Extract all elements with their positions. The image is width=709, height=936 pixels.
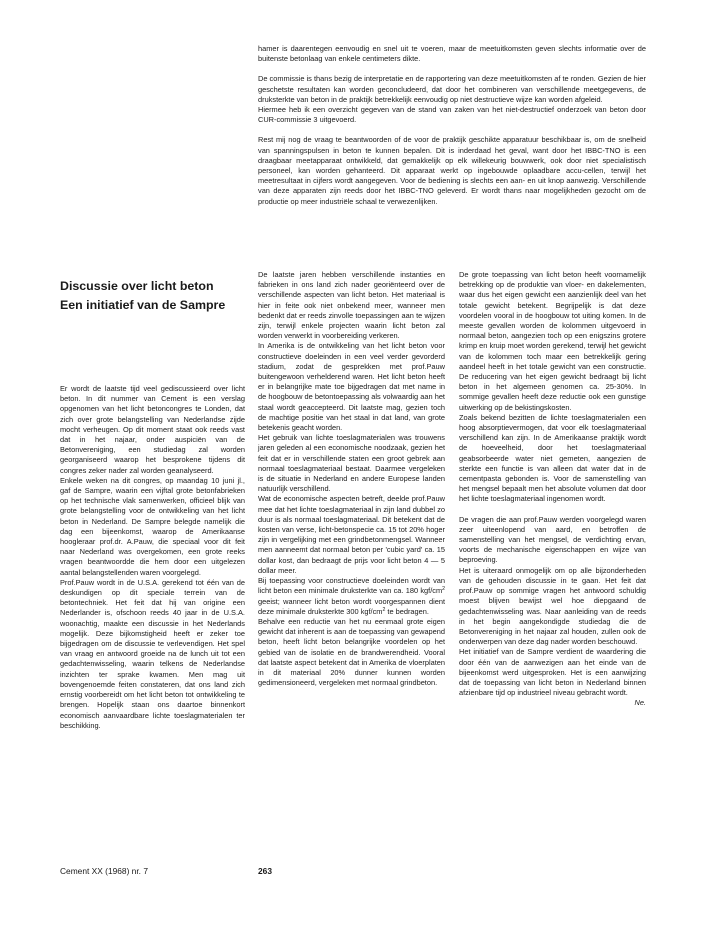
article-column-2 [258, 270, 445, 688]
top-continuation [258, 44, 646, 207]
top-paragraph-1: hamer is daarentegen eenvoudig en snel uit te voeren, maar de meetuitkomsten geven slechts informatie over de buitenste betonlaag van enkele centimeters dikte. [258, 44, 646, 64]
superscript-2: 2 [382, 606, 386, 613]
col2-paragraph-3: Het gebruik van lichte toeslagmaterialen was trouwens jaren geleden al een economische noodzaak, gezien het feit dat er in verschillende staten een groot gebrek aan normaal toeslagmateriaal bestaat. Daarmee vergeleken is de situatie in Nederland en andere Europese landen natuurlijk verschillend. [258, 433, 445, 494]
col3-paragraph-1: De grote toepassing van licht beton heeft voornamelijk betrekking op de produktie van vloer- en dakelementen, waar dus het eigen gewicht een aanzienlijk deel van het totale gewicht betekent. Begrijpelijk is dat deze voordelen vooral in de hoogbouw tot uiting komen. In de meeste gevallen worden de kolommen uitgevoerd in normaal beton, aangezien toch op een enigszins grotere krimp en kruip moet worden gerekend, terwijl het gewicht van de kolommen toch maar een betrekkelijk gering aandeel heeft in het totale gewicht van een constructie. De reducering van het eigen gewicht bedraagt bij licht beton in het algemeen genomen ca. 25-30%. In sommige gevallen heeft deze reductie ook een gunstige uitwerking op de bekistingskosten. [459, 270, 646, 412]
article-column-3 [459, 270, 646, 709]
article-title: Discussie over licht beton [60, 279, 214, 293]
journal-reference: Cement XX (1968) nr. 7 [60, 866, 148, 876]
col2-p5-part-a: Bij toepassing voor constructieve doeleinden wordt van licht beton een minimale druksterkte van ca. 180 kgf/cm [258, 576, 445, 596]
article-intro-column [60, 384, 245, 731]
col3-paragraph-5: Het initiatief van de Sampre verdient de waardering die door één van de aanwezigen aan het einde van de bijeenkomst werd uitgesproken. Het is een aanwijzing dat de toepassing van licht beton in Nederland binnen afzienbare tijd op industrieel niveau gebracht wordt. [459, 647, 646, 698]
intro-paragraph-1: Er wordt de laatste tijd veel gediscussieerd over licht beton. In dit nummer van Cement is een verslag opgenomen van het licht betoncongres te Londen, dat zich over grote belangstelling van Nederlandse zijde mocht verheugen. Op dit moment staat ook reeds vast dat in het najaar, onder auspiciën van de Betonvereniging, een studiedag zal worden georganiseerd waarop het besprokene tijdens dit congres zeker nader zal worden geanalyseerd. [60, 384, 245, 475]
top-paragraph-3: Hiermee heb ik een overzicht gegeven van de stand van zaken van het niet-destructief onderzoek van beton door CUR-commissie 3 uitgevoerd. [258, 105, 646, 125]
intro-paragraph-3: Prof.Pauw wordt in de U.S.A. gerekend tot één van de deskundigen op dit speciale terrein van de betontechniek. Het feit dat hij van origine een Nederlander is, ofschoon reeds 40 jaar in de U.S.A. woonachtig, maakte een discussie in het Nederlands mogelijk. Deze bijkomstigheid heeft er zeker toe bijgedragen om de discussie te verlevendigen. Het spel van vraag en antwoord groeide na de lunch uit tot een gedachtenwisseling, waarin telkens de Nederlandse inzichten ter sprake kwamen. Men mag uit bovengenoemde feiten constateren, dat ons land zich ernstig voorbereidt om het licht beton tot ontwikkeling te brengen. Hopelijk staan ons daartoe binnenkort economisch aanvaardbare lichte toeslagmaterialen ter beschikking. [60, 577, 245, 730]
col2-paragraph-2: In Amerika is de ontwikkeling van het licht beton voor constructieve doeleinden in een veel verder gevorderd stadium, zodat de gesprekken met prof.Pauw buitengewoon verhelderend waren. Het licht beton heeft er in belangrijke mate toe bijgedragen dat met name in de hoogbouw de betontoepassing als volwaardig aan het staal wordt geaccepteerd. Dit laatste mag, gezien toch de machtige positie van het staal in dat land, van grote betekenis geacht worden. [258, 341, 445, 433]
article-subtitle: Een initiatief van de Sampre [60, 298, 226, 312]
author-signature: Ne. [634, 698, 646, 708]
article-heading [60, 277, 250, 315]
col2-paragraph-6: Behalve een reductie van het nu eenmaal grote eigen gewicht dat inherent is aan de toepassing van gewapend beton, heeft licht beton belangrijke voordelen op het gebied van de isolatie en de brandwerendheid. Vooral dat laatste aspect betekent dat in Amerika de vloerplaten in dit materiaal 20% dunner kunnen worden gedimensioneerd, vergeleken met normaal grindbeton. [258, 616, 445, 688]
col3-paragraph-3: De vragen die aan prof.Pauw werden voorgelegd waren zeer uiteenlopend van aard, en betroffen de samenstelling van het mengsel, de verdichting ervan, voorts de mechanische eigenschappen en wijze van beproeving. [459, 514, 646, 565]
top-paragraph-2: De commissie is thans bezig de interpretatie en de rapportering van deze meetuitkomsten af te ronden. Gezien de hier geschetste resultaten kan worden geconcludeerd, dat door het combineren van verschillende meetgegevens, de druksterkte van beton in de praktijk betrekkelijk eenvoudig op niet destructieve wijze kan worden afgeleid. [258, 74, 646, 104]
superscript-2: 2 [442, 586, 445, 593]
col2-p5-part-b: geeist; wanneer licht beton wordt voorgespannen dient deze minimale druksterkte 300 kgf/cm [258, 596, 445, 616]
col2-p5-part-c: te bedragen. [385, 606, 429, 616]
col2-paragraph-5 [258, 576, 445, 617]
page-number: 263 [258, 866, 272, 876]
intro-paragraph-2: Enkele weken na dit congres, op maandag 10 juni jl., gaf de Sampre, waarin een vijftal grote betonfabrieken op het technische vlak samenwerken, officieel blijk van grote belangstelling voor de ontwikkeling van het licht beton in Nederland. De Sampre belegde namelijk die dag een bijeenkomst, waarop de Amerikaanse hoogleraar prof.dr. A.Pauw, die speciaal voor dit feit naar Nederland was overgekomen, een grote reeks vragen beantwoordde die hem door een uitgelezen aantal belangstellenden waren voorgelegd. [60, 475, 245, 577]
col3-paragraph-4: Het is uiteraard onmogelijk om op alle bijzonderheden van de gehouden discussie in te gaan. Het feit dat prof.Pauw op sommige vragen het antwoord schuldig moest blijven bewijst wel hoe diepgaand de gedachtenwisseling was. Naar aanleiding van de reeds in het begin aangekondigde studiedag die de Betonvereniging in het najaar zal houden, zullen ook de onderwerpen van deze dag nader worden beschouwd. [459, 565, 646, 647]
col2-paragraph-1: De laatste jaren hebben verschillende instanties en fabrieken in ons land zich nader georiënteerd over de verschillende aspecten van licht beton. Het materiaal is hier in feite ook niet onbekend meer, wanneer men bedenkt dat er reeds zinvolle toepassingen aan te wijzen zijn, terwijl enkele projecten waarin licht beton zal worden verwerkt in voorbereiding verkeren. [258, 270, 445, 341]
col2-paragraph-4: Wat de economische aspecten betreft, deelde prof.Pauw mee dat het lichte toeslagmateriaal in zijn land dubbel zo duur is als normaal toeslagmateriaal. Dit betekent dat de kosten van verse, licht-betonspecie ca. 15 tot 20% hoger zijn in vergelijking met een grindbetonmengsel. Wanneer men aanneemt dat normaal beton per 'cubic yard' ca. 15 dollar kost, dan bedraagt de prijs voor licht beton 4 — 5 dollar meer. [258, 494, 445, 575]
col3-paragraph-2: Zoals bekend bezitten de lichte toeslagmaterialen een hoog absorptievermogen, dat voor elk toeslagmateriaal verschillend kan zijn. In de Amerikaanse praktijk wordt de hoeveelheid, door het toeslagmateriaal geabsorbeerde water niet gemeten, aangezien de sterkte een functie is van alleen dat water dat in de cementpasta gebonden is. Voor de samenstelling van het mengsel bepaalt men het absolute volumen dat door het lichte toeslagmateriaal ingenomen wordt. [459, 412, 646, 504]
top-paragraph-4: Rest mij nog de vraag te beantwoorden of de voor de praktijk geschikte apparatuur beschikbaar is, om de snelheid van spanningspulsen in beton te kunnen bepalen. Dit is inderdaad het geval, want door het IBBC-TNO is een draagbaar meetapparaat ontwikkeld, dat gemakkelijk op elk willekeurig bouwwerk, ook door niet specialistisch personeel, kan worden gehanteerd. Dit apparaat werkt op ingebouwde oplaadbare accu-cellen, terwijl het meetresultaat in cijfers wordt aangegeven. Voor de bediening is slechts een aan- en uit knop aanwezig. Verschillende van deze apparaten zijn reeds door het IBBC-TNO geleverd. Er wordt thans naar mogelijkheden gezocht om de productie op meer industriële schaal te verwezenlijken. [258, 135, 646, 206]
